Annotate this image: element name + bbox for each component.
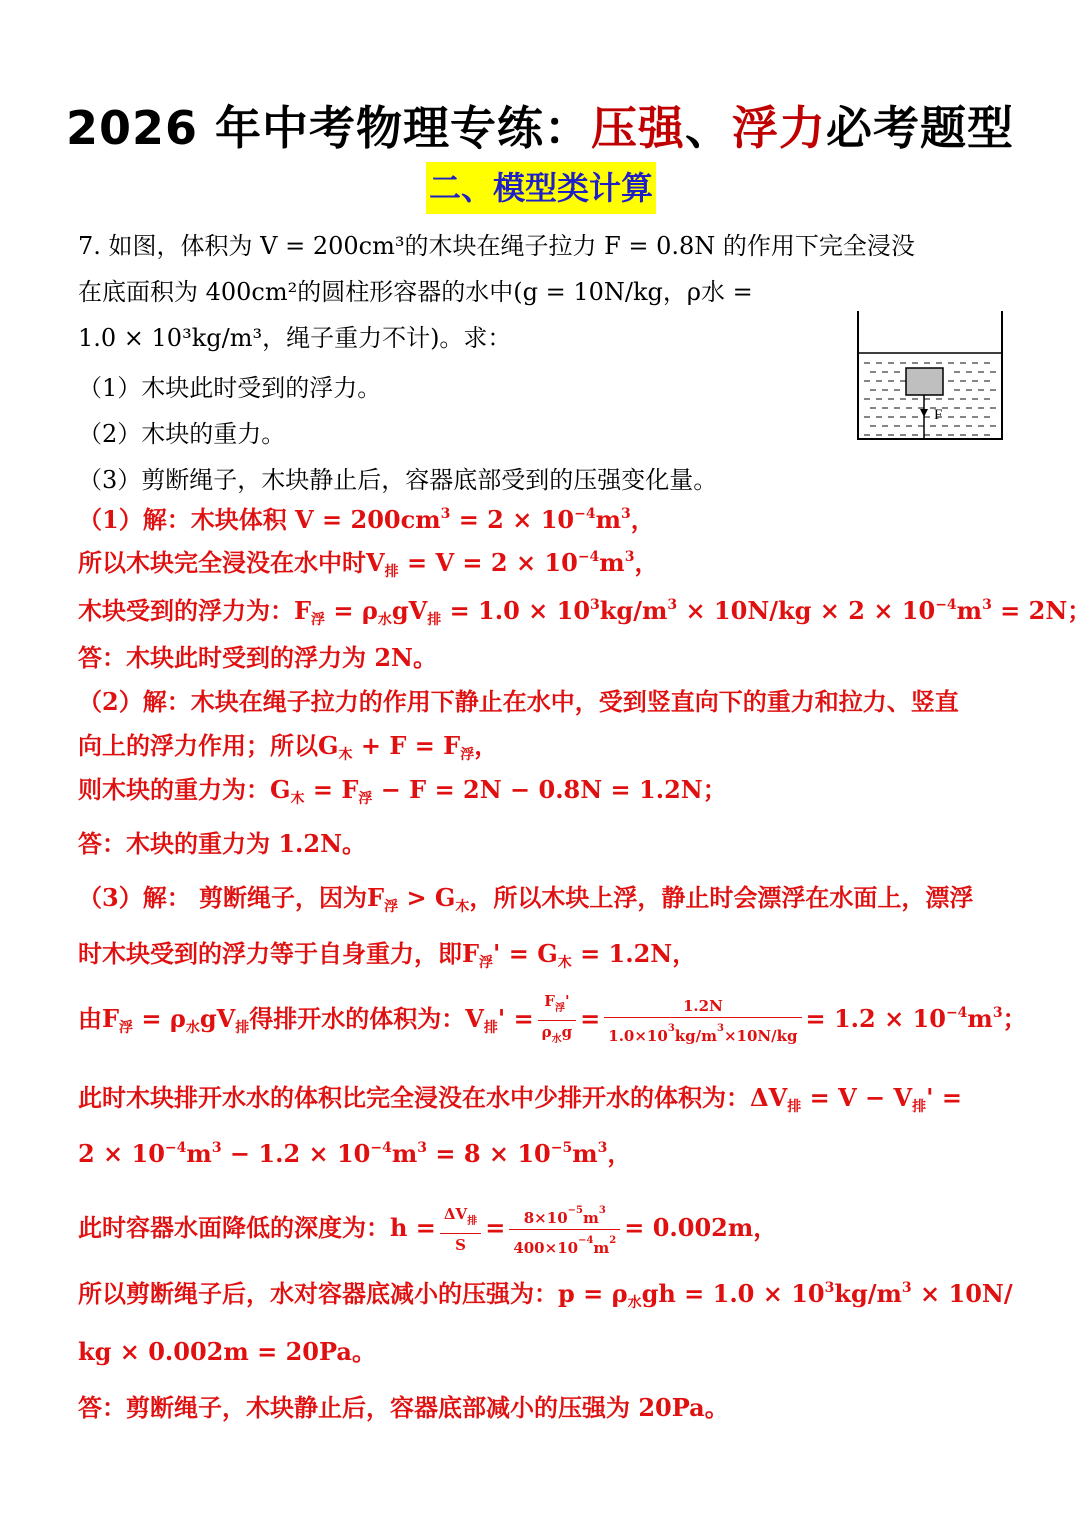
question-line-2: 在底面积为 400cm²的圆柱形容器的水中(g = 10N/kg，ρ水 = [78,278,753,306]
subquestion-3: （3）剪断绳子，木块静止后，容器底部受到的压强变化量。 [78,466,718,494]
wood-block [906,368,943,395]
answer-3-line-8: kg × 0.002m = 20Pa。 [78,1337,376,1366]
force-arrow [920,409,928,417]
subquestion-1: （1）木块此时受到的浮力。 [78,374,382,402]
answer-1-line-3: 木块受到的浮力为：$F_浮 = \rho_水gV_排 = 1.0 \times 10^3kg/m^3 \times 10N/kg \times 2 \times 10^{-4}m^3 = 2N$； [78,596,1091,628]
answer-2-conclusion: 答：木块的重力为 1.2N。 [78,829,367,858]
answer-3-line-2: 时木块受到的浮力等于自身重力，即$F_浮' = G_木 = 1.2N$， [78,939,697,971]
answer-2-line-3: 则木块的重力为：$G_木 = F_浮 - F = 2N - 0.8N = 1.2N$； [78,775,727,807]
answer-1-line-1: （1）解：木块体积 $V = 200cm^3 = 2 \times 10^{-4}m^3$， [78,505,655,534]
answer-3-conclusion: 答：剪断绳子，木块静止后，容器底部减小的压强为 20Pa。 [78,1393,729,1422]
answer-3-line-3: 由$F_浮 = \rho_水gV_排$得排开水的体积为：$V_排'$ = $\frac{F_浮'}{\rho_水g}$ = $\frac{1.2N}{1.0\times 10^3kg/m^3\times 10N/kg}$ = $1.2 \times 10^{-4}m^3$； [78,992,1027,1045]
answer-3-line-5: $2 \times 10^{-4}m^3 - 1.2 \times 10^{-4}m^3 = 8 \times 10^{-5}m^3$， [78,1139,632,1168]
answer-2-line-2: 向上的浮力作用；所以$G_木 + F = F_浮$， [78,731,499,763]
page-title: 2026 年中考物理专练：压强、浮力必考题型 [65,101,1015,155]
question-line-1: 7. 如图，体积为 V = 200cm³的木块在绳子拉力 F = 0.8N 的作用下完全浸没 [78,232,915,260]
force-label: F [934,407,943,423]
answer-3-line-4: 此时木块排开水水的体积比完全浸没在水中少排开水的体积为：$\Delta V_排 = V - V_排'$ = [78,1083,962,1115]
answer-2-line-1: （2）解：木块在绳子拉力的作用下静止在水中，受到竖直向下的重力和拉力、竖直 [78,687,959,716]
answer-3-line-6: 此时容器水面降低的深度为：h = $\frac{\Delta V_排}{S}$ = $\frac{8\times 10^{-5}m^3}{400\times 10^{-4}m^2}$ = 0.002m， [78,1200,777,1259]
answer-1-conclusion: 答：木块此时受到的浮力为 2N。 [78,643,437,672]
container-diagram [856,311,1004,441]
section-heading: 二、模型类计算 [426,162,656,214]
answer-3-line-1: （3）解： 剪断绳子，因为$F_浮 > G_木$，所以木块上浮，静止时会漂浮在水面上，漂浮 [78,883,974,915]
answer-1-line-2: 所以木块完全浸没在水中时$V_排 = V = 2 \times 10^{-4}m^3$， [78,548,659,580]
answer-3-line-7: 所以剪断绳子后，水对容器底减小的压强为：$p = \rho_水gh = 1.0 \times 10^3kg/m^3 \times 10N/$ [78,1279,1013,1311]
question-line-3: 1.0 × 10³kg/m³，绳子重力不计)。求： [78,324,512,352]
subquestion-2: （2）木块的重力。 [78,420,286,448]
